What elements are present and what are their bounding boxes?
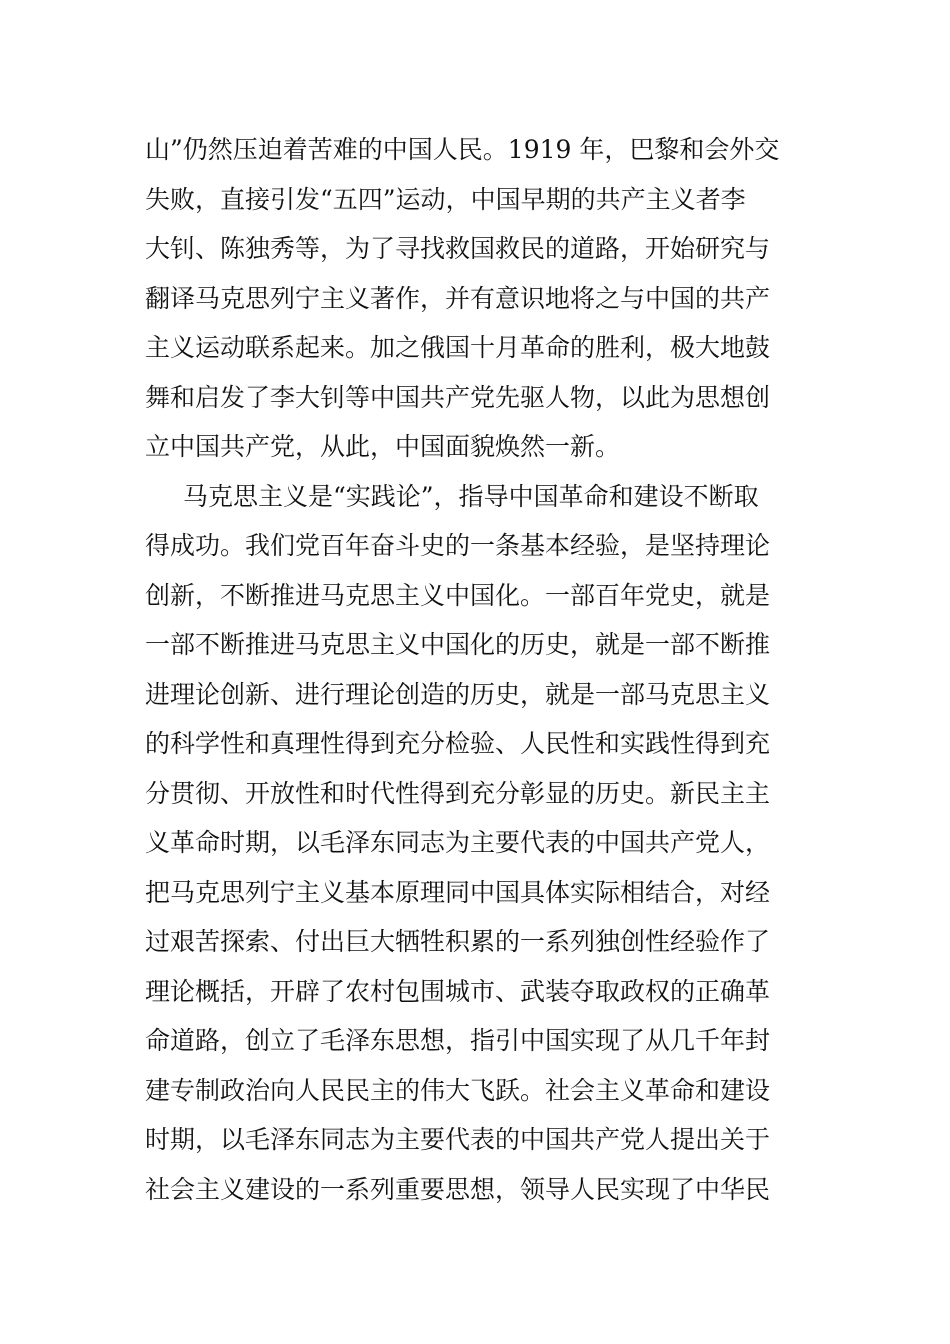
text-line: 主义运动联系起来。加之俄国十月革命的胜利，极大地鼓 [145, 333, 771, 362]
text-line: 命道路，创立了毛泽东思想，指引中国实现了从几千年封 [145, 1026, 771, 1055]
text-line: 失败，直接引发“五四”运动，中国早期的共产主义者李 [145, 184, 746, 214]
paragraph-2 [145, 472, 810, 1215]
text-line: 大钊、陈独秀等，为了寻找救国救民的道路，开始研究与 [145, 234, 771, 263]
text-line: 理论概括，开辟了农村包围城市、武装夺取政权的正确革 [145, 976, 771, 1006]
text-line: 翻译马克思列宁主义著作，并有意识地将之与中国的共产 [145, 283, 771, 313]
text-line: 的科学性和真理性得到充分检验、人民性和实践性得到充 [145, 729, 771, 758]
text-line: 建专制政治向人民民主的伟大飞跃。社会主义革命和建设 [145, 1075, 771, 1105]
text-line: 把马克思列宁主义基本原理同中国具体实际相结合，对经 [145, 877, 771, 907]
text-line: 得成功。我们党百年奋斗史的一条基本经验，是坚持理论 [145, 531, 771, 560]
text-line: 分贯彻、开放性和时代性得到充分彰显的历史。新民主主 [145, 778, 771, 808]
text-line: 义革命时期，以毛泽东同志为主要代表的中国共产党人， [145, 828, 771, 857]
text-line: 舞和启发了李大钊等中国共产党先驱人物，以此为思想创 [145, 382, 771, 412]
text-line: 一部不断推进马克思主义中国化的历史，就是一部不断推 [145, 630, 771, 659]
document-body [145, 125, 810, 1214]
text-line: 山”仍然压迫着苦难的中国人民。1919 年，巴黎和会外交 [145, 135, 780, 164]
paragraph-1 [145, 125, 810, 472]
text-line: 创新，不断推进马克思主义中国化。一部百年党史，就是 [145, 580, 771, 610]
text-line: 进理论创新、进行理论创造的历史，就是一部马克思主义 [145, 679, 771, 709]
text-line: 时期，以毛泽东同志为主要代表的中国共产党人提出关于 [145, 1125, 771, 1154]
text-line: 过艰苦探索、付出巨大牺牲积累的一系列独创性经验作了 [145, 927, 771, 956]
text-line-first: 马克思主义是“实践论”，指导中国革命和建设不断取 [183, 481, 759, 511]
text-line: 立中国共产党，从此，中国面貌焕然一新。 [145, 432, 621, 461]
text-line: 社会主义建设的一系列重要思想，领导人民实现了中华民 [145, 1174, 771, 1204]
